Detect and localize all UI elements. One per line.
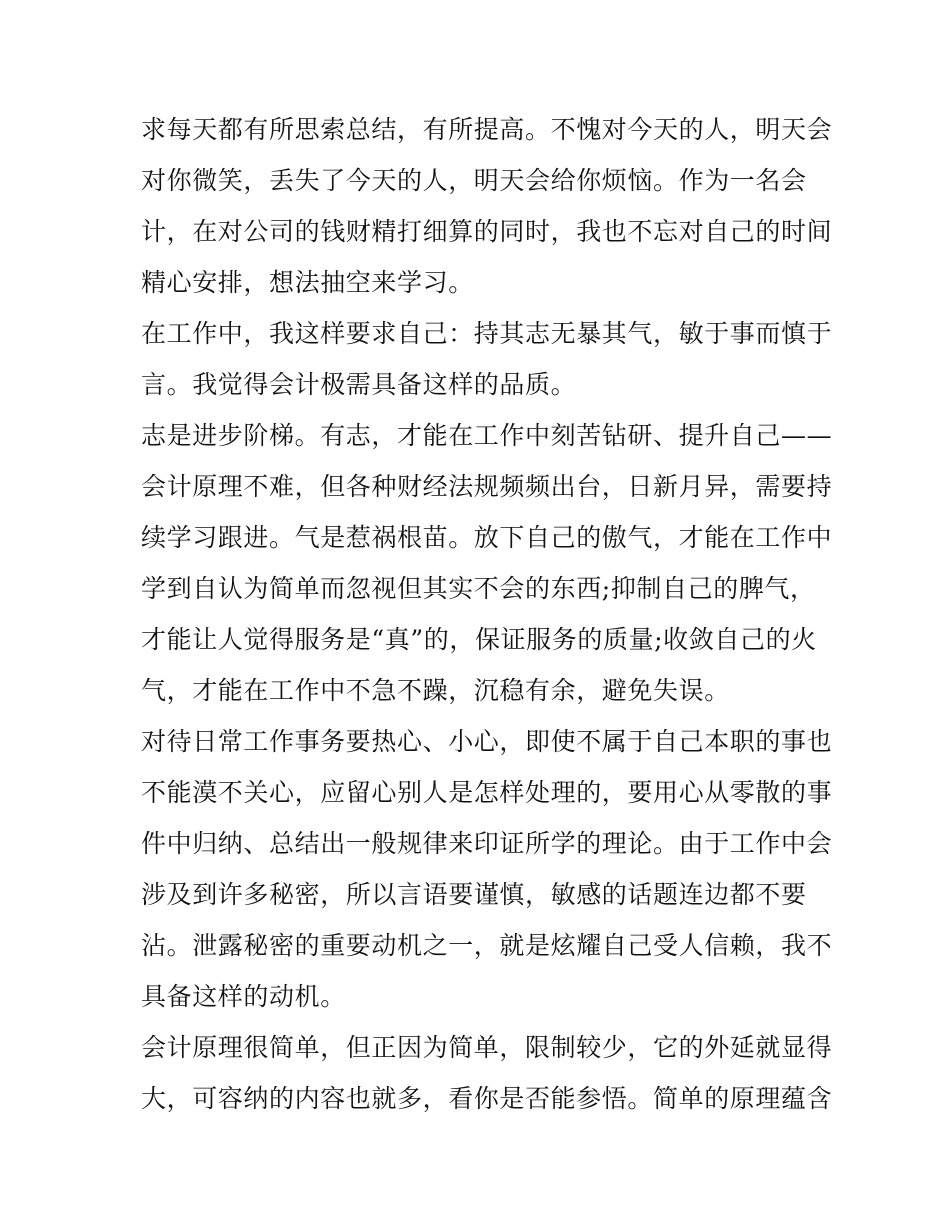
text-line: 大，可容纳的内容也就多，看你是否能参悟。简单的原理蕴含 [141, 1084, 833, 1113]
text-line: 沾。泄露秘密的重要动机之一，就是炫耀自己受人信赖，我不 [141, 931, 833, 960]
text-line: 计，在对公司的钱财精打细算的同时，我也不忘对自己的时间 [141, 217, 833, 246]
body-text [141, 104, 833, 1124]
text-line: 会计原理很简单，但正因为简单，限制较少，它的外延就显得 [141, 1033, 833, 1062]
text-line: 在工作中，我这样要求自己：持其志无暴其气，敏于事而慎于 [141, 319, 833, 348]
text-line: 志是进步阶梯。有志，才能在工作中刻苦钻研、提升自己—— [141, 421, 833, 450]
text-line: 不能漠不关心，应留心别人是怎样处理的，要用心从零散的事 [141, 778, 833, 807]
text-line: 具备这样的动机。 [141, 982, 346, 1011]
text-line: 涉及到许多秘密，所以言语要谨慎，敏感的话题连边都不要 [141, 880, 807, 909]
text-line: 续学习跟进。气是惹祸根苗。放下自己的傲气，才能在工作中 [141, 523, 833, 552]
text-line: 言。我觉得会计极需具备这样的品质。 [141, 370, 577, 399]
text-line: 会计原理不难，但各种财经法规频频出台，日新月异，需要持 [141, 472, 833, 501]
text-line: 件中归纳、总结出一般规律来印证所学的理论。由于工作中会 [141, 829, 833, 858]
text-line: 气，才能在工作中不急不躁，沉稳有余，避免失误。 [141, 676, 730, 705]
text-line: 学到自认为简单而忽视但其实不会的东西;抑制自己的脾气， [141, 574, 816, 603]
text-line: 精心安排，想法抽空来学习。 [141, 268, 474, 297]
text-line: 对你微笑，丢失了今天的人，明天会给你烦恼。作为一名会 [141, 166, 807, 195]
text-line: 求每天都有所思索总结，有所提高。不愧对今天的人，明天会 [141, 115, 833, 144]
text-line: 才能让人觉得服务是“真”的，保证服务的质量;收敛自己的火 [141, 625, 817, 654]
text-line: 对待日常工作事务要热心、小心，即使不属于自己本职的事也 [141, 727, 833, 756]
